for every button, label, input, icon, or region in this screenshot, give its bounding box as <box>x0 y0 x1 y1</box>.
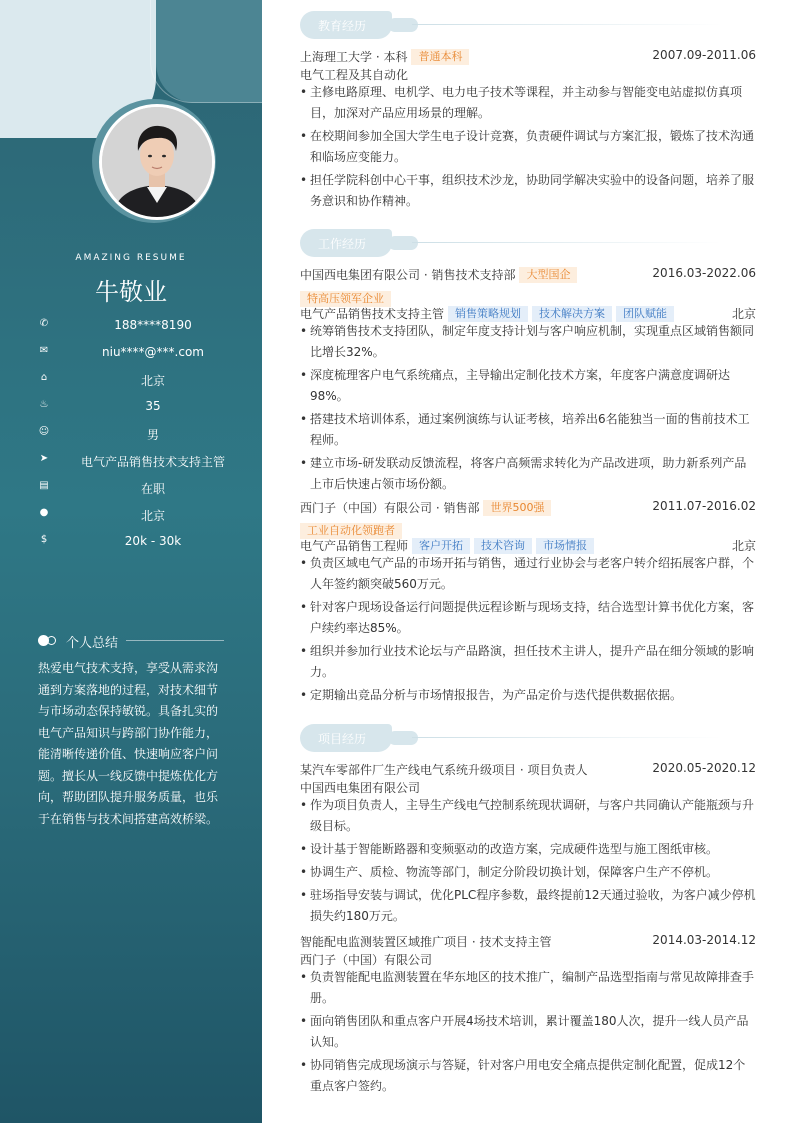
info-target-position <box>36 451 236 478</box>
section-title: 教育经历 <box>318 19 367 33</box>
project-org: 中国西电集团有限公司 <box>300 781 421 795</box>
project-title: 某汽车零部件厂生产线电气系统升级项目 · 项目负责人 <box>300 763 588 777</box>
skill-tag: 团队赋能 <box>616 306 674 322</box>
company-badge: 特高压领军企业 <box>300 291 391 307</box>
list-item: • 负责智能配电监测装置在华东地区的技术推广，编制产品选型指南与常见故障排查手册。 <box>300 967 756 1009</box>
list-item: • 协同销售完成现场演示与答疑，针对客户用电安全痛点提供定制化配置，促成12个重点客户签约。 <box>300 1055 756 1097</box>
info-gender <box>36 424 236 451</box>
target-position: 电气产品销售技术支持主管 <box>80 455 225 469</box>
list-item: • 组织并参加行业技术论坛与产品路演，担任技术主讲人，提升产品在细分领域的影响力。 <box>300 641 756 683</box>
target-city: 北京 <box>140 509 165 523</box>
list-item: • 负责区域电气产品的市场开拓与销售，通过行业协会与老客户转介绍拓展客户群，个人年签约额突破560万元。 <box>300 553 756 595</box>
skill-tag: 技术解决方案 <box>532 306 612 322</box>
phone-number: 188****8190 <box>114 318 192 332</box>
list-item: • 驻场指导安装与调试，优化PLC程序参数，最终提前12天通过验收，为客户减少停机损失约180万元。 <box>300 885 756 927</box>
decorative-outline <box>150 0 262 103</box>
education-dates: 2007.09-2011.06 <box>652 48 756 62</box>
project-title: 智能配电监测装置区域推广项目 · 技术支持主管 <box>300 935 552 949</box>
company-badge: 世界500强 <box>483 500 551 516</box>
info-age <box>36 397 236 424</box>
job-dates: 2011.07-2016.02 <box>652 499 756 513</box>
list-item: • 深度梳理客户电气系统痛点，主导输出定制化技术方案，年度客户满意度调研达98%。 <box>300 365 756 407</box>
info-salary <box>36 532 236 559</box>
skill-tag: 销售策略规划 <box>448 306 528 322</box>
section-heading-education <box>300 11 740 39</box>
job-dates: 2016.03-2022.06 <box>652 266 756 280</box>
list-item: • 协调生产、质检、物流等部门，制定分阶段切换计划，保障客户生产不停机。 <box>300 862 756 883</box>
list-item: • 统筹销售技术支持团队，制定年度支持计划与客户响应机制，实现重点区域销售额同比增长32%。 <box>300 321 756 363</box>
resume-tagline: AMAZING RESUME <box>75 253 187 263</box>
school-line: 上海理工大学 · 本科 <box>300 50 408 64</box>
section-title: 工作经历 <box>318 237 367 251</box>
dots-icon <box>38 635 58 646</box>
project-bullets <box>300 795 756 929</box>
mail-icon: ✉ <box>39 345 49 356</box>
age: 35 <box>145 399 161 413</box>
education-bullets <box>300 82 756 214</box>
list-item: • 建立市场-研发联动反馈流程，将客户高频需求转化为产品改进项，助力新系列产品上市后快速占领市场份额。 <box>300 453 756 495</box>
skill-tag: 技术咨询 <box>474 538 532 554</box>
list-item: • 作为项目负责人，主导生产线电气控制系统现状调研，与客户共同确认产能瓶颈与升级目标。 <box>300 795 756 837</box>
section-title: 项目经历 <box>318 732 367 746</box>
job-city: 北京 <box>731 307 756 321</box>
job-title: 电气产品销售工程师 <box>300 539 409 553</box>
face-icon: ☺ <box>38 426 50 437</box>
company-badge: 大型国企 <box>519 267 577 283</box>
project-dates: 2014.03-2014.12 <box>652 933 756 947</box>
home-icon: ⌂ <box>40 372 48 383</box>
avatar <box>99 104 215 220</box>
job-status: 在职 <box>140 482 165 496</box>
project-header <box>300 933 756 951</box>
section-heading-work <box>300 229 740 257</box>
email-address: niu****@***.com <box>102 345 204 359</box>
major: 电气工程及其自动化 <box>300 68 409 82</box>
info-phone <box>36 316 236 343</box>
list-item: • 主修电路原理、电机学、电力电子技术等课程，并主动参与智能变电站虚拟仿真项目，加深对产品应用场景的理解。 <box>300 82 756 124</box>
summary-title: 个人总结 <box>66 636 119 651</box>
job-header <box>300 266 756 284</box>
list-item: • 定期输出竞品分析与市场情报报告，为产品定价与迭代提供数据依据。 <box>300 685 756 706</box>
list-item: • 担任学院科创中心干事，组织技术沙龙，协助同学解决实验中的设备问题，培养了服务意识和协作精神。 <box>300 170 756 212</box>
portrait-image <box>102 107 212 217</box>
contact-info-list <box>36 316 236 559</box>
company-badge-row <box>300 288 391 304</box>
job-bullets <box>300 553 756 708</box>
project-dates: 2020.05-2020.12 <box>652 761 756 775</box>
location-pin-icon: ● <box>39 507 49 518</box>
job-city: 北京 <box>731 539 756 553</box>
company-badge: 工业自动化领跑者 <box>300 523 402 539</box>
list-item: • 设计基于智能断路器和变频驱动的改造方案，完成硬件选型与施工图纸审核。 <box>300 839 756 860</box>
residence: 北京 <box>140 374 165 388</box>
info-target-city <box>36 505 236 532</box>
list-item: • 针对客户现场设备运行问题提供远程诊断与现场支持，结合选型计算书优化方案，客户续约率达85%。 <box>300 597 756 639</box>
skill-tag: 客户开拓 <box>412 538 470 554</box>
project-header <box>300 761 756 779</box>
list-item: • 面向销售团队和重点客户开展4场技术培训，累计覆盖180人次，提升一线人员产品认知。 <box>300 1011 756 1053</box>
job-header <box>300 499 756 517</box>
job-bullets <box>300 321 756 497</box>
money-icon: $ <box>40 534 48 545</box>
skill-tag: 市场情报 <box>536 538 594 554</box>
company-line: 中国西电集团有限公司 · 销售技术支持部 <box>300 268 516 282</box>
sidebar <box>0 0 262 1123</box>
summary-heading <box>38 631 224 651</box>
divider <box>126 640 224 641</box>
briefcase-icon: ▤ <box>39 480 49 491</box>
school-badge: 普通本科 <box>411 49 469 65</box>
list-item: • 搭建技术培训体系，通过案例演练与认证考核，培养出6名能独当一面的售前技术工程师。 <box>300 409 756 451</box>
job-title: 电气产品销售技术支持主管 <box>300 307 445 321</box>
candidate-name: 牛敬业 <box>95 278 167 306</box>
info-status <box>36 478 236 505</box>
section-heading-projects <box>300 724 740 752</box>
list-item: • 在校期间参加全国大学生电子设计竞赛，负责硬件调试与方案汇报，锻炼了技术沟通和临场应变能力。 <box>300 126 756 168</box>
info-email <box>36 343 236 370</box>
gender: 男 <box>146 428 159 442</box>
info-residence <box>36 370 236 397</box>
company-badge-row <box>300 520 402 536</box>
company-line: 西门子（中国）有限公司 · 销售部 <box>300 501 480 515</box>
send-icon: ➤ <box>39 453 49 464</box>
education-header <box>300 48 756 66</box>
phone-icon: ✆ <box>39 318 49 329</box>
project-org: 西门子（中国）有限公司 <box>300 953 433 967</box>
expected-salary: 20k - 30k <box>124 534 182 548</box>
summary-text: 热爱电气技术支持，享受从需求沟通到方案落地的过程，对技术细节与市场动态保持敏锐。具备扎实的电气产品知识与跨部门协作能力，能清晰传递价值、快速响应客户问题。擅长从一线反馈中提炼优化方向，帮助团队提升服务质量，也乐于在销售与技术间搭建高效桥梁。 <box>38 661 219 826</box>
cake-icon: ♨ <box>39 399 49 410</box>
project-bullets <box>300 967 756 1099</box>
